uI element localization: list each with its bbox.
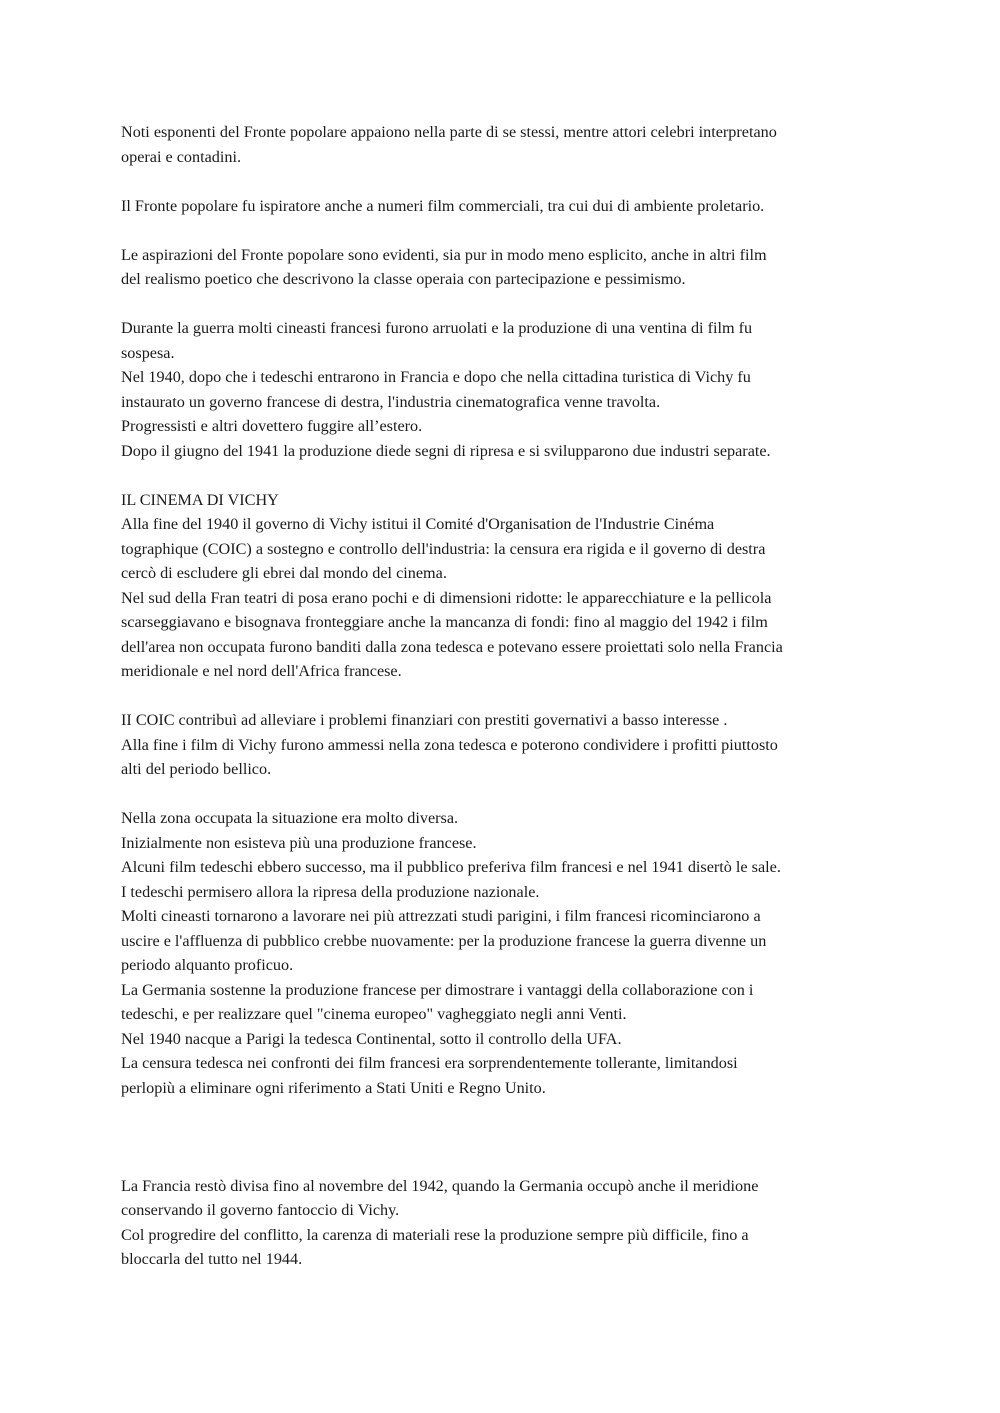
text-line: Nella zona occupata la situazione era molto diversa. [121,809,459,827]
text-line: Durante la guerra molti cineasti francesi furono arruolati e la produzione di una ventina di film fu [121,319,753,337]
text-line: Il Fronte popolare fu ispiratore anche a numeri film commerciali, tra cui dui di ambiente proletario. [121,196,765,215]
text-line: La censura tedesca nei confronti dei film francesi era sorprendentemente tollerante, limitandosi [121,1054,738,1072]
text-line: Noti esponenti del Fronte popolare appaiono nella parte di se stessi, mentre attori celebri interpretano [121,123,777,141]
text-line: Le aspirazioni del Fronte popolare sono evidenti, sia pur in modo meno esplicito, anche in altri film [121,245,767,264]
text-line: bloccarla del tutto nel 1944. [121,1250,303,1268]
text-line: Inizialmente non esisteva più una produzione francese. [121,833,477,852]
text-line: instaurato un governo francese di destra, l'industria cinematografica venne travolta. [121,392,661,411]
text-line: scarseggiavano e bisognava fronteggiare anche la mancanza di fondi: fino al maggio del 1942 i film [121,613,768,631]
paragraph-gap [121,782,891,807]
text-line: Alla fine i film di Vichy furono ammessi nella zona tedesca e poterono condividere i profitti piuttosto [121,735,778,754]
text-line: sospesa. [121,343,175,362]
document-body [121,120,891,1272]
text-line: Alla fine del 1940 il governo di Vichy istitui il Comité d'Organisation de l'Industrie Cinéma [121,515,715,533]
text-line: cercò di escludere gli ebrei dal mondo del cinema. [121,564,447,582]
text-line: Molti cineasti tornarono a lavorare nei più attrezzati studi parigini, i film francesi ricominciarono a [121,907,761,925]
text-line: perlopiù a eliminare ogni riferimento a Stati Uniti e Regno Unito. [121,1078,546,1097]
text-line: meridionale e nel nord dell'Africa francese. [121,662,402,680]
text-line: Nel sud della Fran teatri di posa erano pochi e di dimensioni ridotte: le apparecchiature e la pellicola [121,588,772,607]
text-line: dell'area non occupata furono banditi dalla zona tedesca e potevano essere proiettati solo nella Francia [121,637,783,656]
paragraph-gap [121,169,891,194]
text-line: La Francia restò divisa fino al novembre del 1942, quando la Germania occupò anche il meridione [121,1176,759,1195]
text-line: II COIC contribuì ad alleviare i problemi finanziari con prestiti governativi a basso interesse . [121,711,728,729]
paragraph-gap [121,684,891,709]
text-line: Dopo il giugno del 1941 la produzione diede segni di ripresa e si svilupparono due industri separate. [121,441,771,460]
paragraph-gap [121,1100,891,1174]
text-line: uscire e l'affluenza di pubblico crebbe nuovamente: per la produzione francese la guerra divenne un [121,931,767,950]
paragraph-gap [121,463,891,488]
text-line: del realismo poetico che descrivono la classe operaia con partecipazione e pessimismo. [121,270,686,288]
paragraph-gap [121,218,891,243]
text-line: Col progredire del conflitto, la carenza di materiali rese la produzione sempre più difficile, fino a [121,1225,749,1244]
text-line: alti del periodo bellico. [121,760,272,778]
text-line: Nel 1940 nacque a Parigi la tedesca Continental, sotto il controllo della UFA. [121,1029,622,1048]
text-line: periodo alquanto proficuo. [121,956,294,974]
text-line: Progressisti e altri dovettero fuggire all’estero. [121,417,423,435]
paragraph-gap [121,292,891,317]
text-line: Nel 1940, dopo che i tedeschi entrarono in Francia e dopo che nella cittadina turistica di Vichy fu [121,368,751,386]
text-line: Alcuni film tedeschi ebbero successo, ma il pubblico preferiva film francesi e nel 1941 disertò le sale. [121,858,781,876]
text-line: La Germania sostenne la produzione francese per dimostrare i vantaggi della collaborazione con i [121,980,754,999]
section-heading: IL CINEMA DI VICHY [121,490,279,509]
text-line: conservando il governo fantoccio di Vichy. [121,1201,400,1219]
text-line: operai e contadini. [121,147,242,166]
text-line: tographique (COIC) a sostegno e controllo dell'industria: la censura era rigida e il governo di destra [121,539,766,558]
text-line: tedeschi, e per realizzare quel "cinema europeo" vagheggiato negli anni Venti. [121,1005,627,1023]
text-line: I tedeschi permisero allora la ripresa della produzione nazionale. [121,882,540,901]
